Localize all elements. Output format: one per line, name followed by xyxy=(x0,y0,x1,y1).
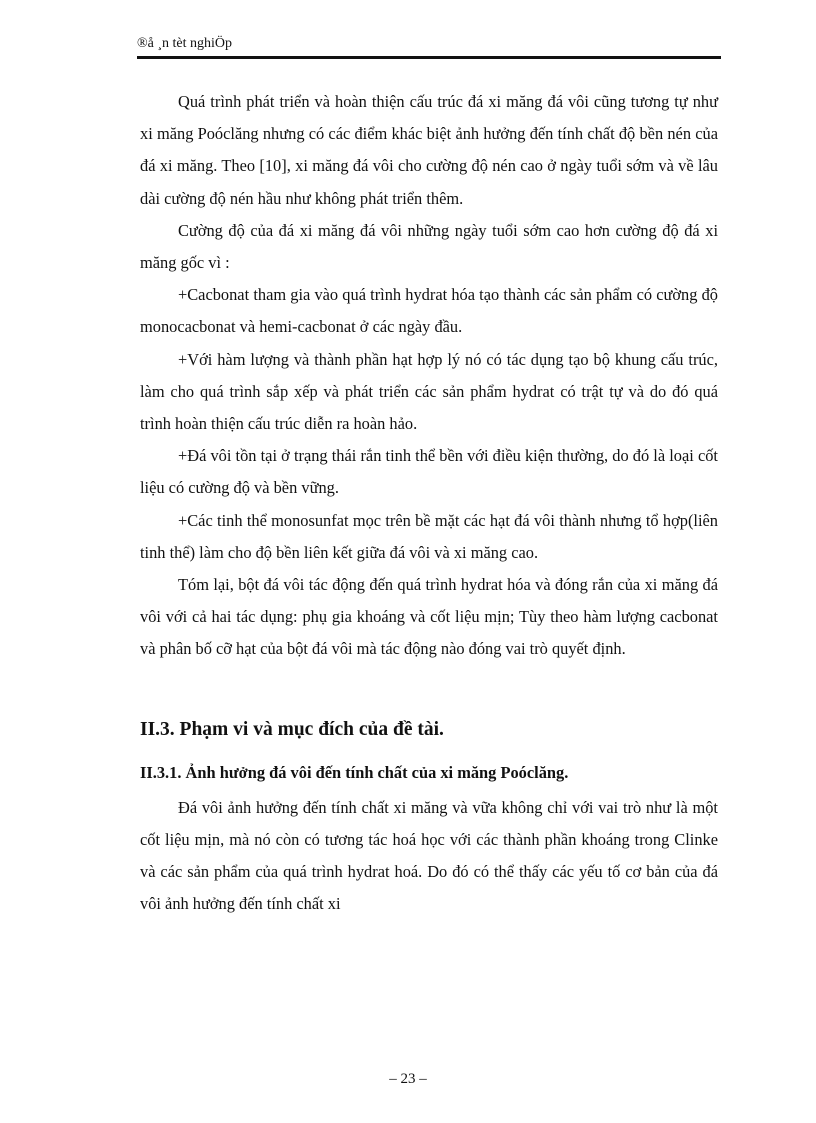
paragraph: Quá trình phát triển và hoàn thiện cấu trúc đá xi măng đá vôi cũng tương tự như xi măng Poóclăng nhưng có các điểm khác biệt ảnh hưởng đến tính chất độ bền nén của đá xi măng. Theo [10], xi măng đá vôi cho cường độ nén cao ở ngày tuổi sớm và về lâu dài cường độ nén hầu như không phát triển thêm. xyxy=(140,92,718,208)
bullet-paragraph: +Với hàm lượng và thành phần hạt hợp lý nó có tác dụng tạo bộ khung cấu trúc, làm cho quá trình sắp xếp và phát triển các sản phẩm hydrat có trật tự và do đó quá trình hoàn thiện cấu trúc diễn ra hoàn hảo. xyxy=(140,349,718,434)
page-header: ®å ¸n tèt nghiÖp xyxy=(137,36,233,51)
bullet-paragraph: +Đá vôi tồn tại ở trạng thái rắn tinh thể bền với điều kiện thường, do đó là loại cốt liệu có cường độ và bền vững. xyxy=(140,446,718,498)
bullet-paragraph: +Cacbonat tham gia vào quá trình hydrat hóa tạo thành các sản phẩm có cường độ monocacbonat và hemi-cacbonat ở các ngày đầu. xyxy=(140,285,718,337)
header-rule xyxy=(137,56,721,59)
subsection-title: II.3.1. Ảnh hưởng đá vôi đến tính chất của xi măng Poóclăng. xyxy=(140,762,569,782)
summary-paragraph: Tóm lại, bột đá vôi tác động đến quá trình hydrat hóa và đóng rắn của xi măng đá vôi với cả hai tác dụng: phụ gia khoáng và cốt liệu mịn; Tùy theo hàm lượng cacbonat và phân bố cỡ hạt của bột đá vôi mà tác động nào đóng vai trò quyết định. xyxy=(140,575,718,659)
bullet-paragraph: +Các tinh thể monosunfat mọc trên bề mặt các hạt đá vôi thành nhưng tổ hợp(liên tinh thể) làm cho độ bền liên kết giữa đá vôi và xi măng cao. xyxy=(140,510,718,562)
section-title: II.3. Phạm vi và mục đích của đề tài. xyxy=(140,718,444,740)
document-body xyxy=(140,86,718,920)
paragraph: Đá vôi ảnh hưởng đến tính chất xi măng và vữa không chỉ với vai trò như là một cốt liệu mịn, mà nó còn có tương tác hoá học với các thành phần khoáng trong Clinke và các sản phẩm của quá trình hydrat hoá. Do đó có thể thấy các yếu tố cơ bản của đá vôi ảnh hưởng đến tính chất xi xyxy=(140,797,718,914)
page-number: – 23 – xyxy=(389,1071,427,1087)
paragraph: Cường độ của đá xi măng đá vôi những ngày tuổi sớm cao hơn cường độ đá xi măng gốc vì : xyxy=(140,220,718,273)
